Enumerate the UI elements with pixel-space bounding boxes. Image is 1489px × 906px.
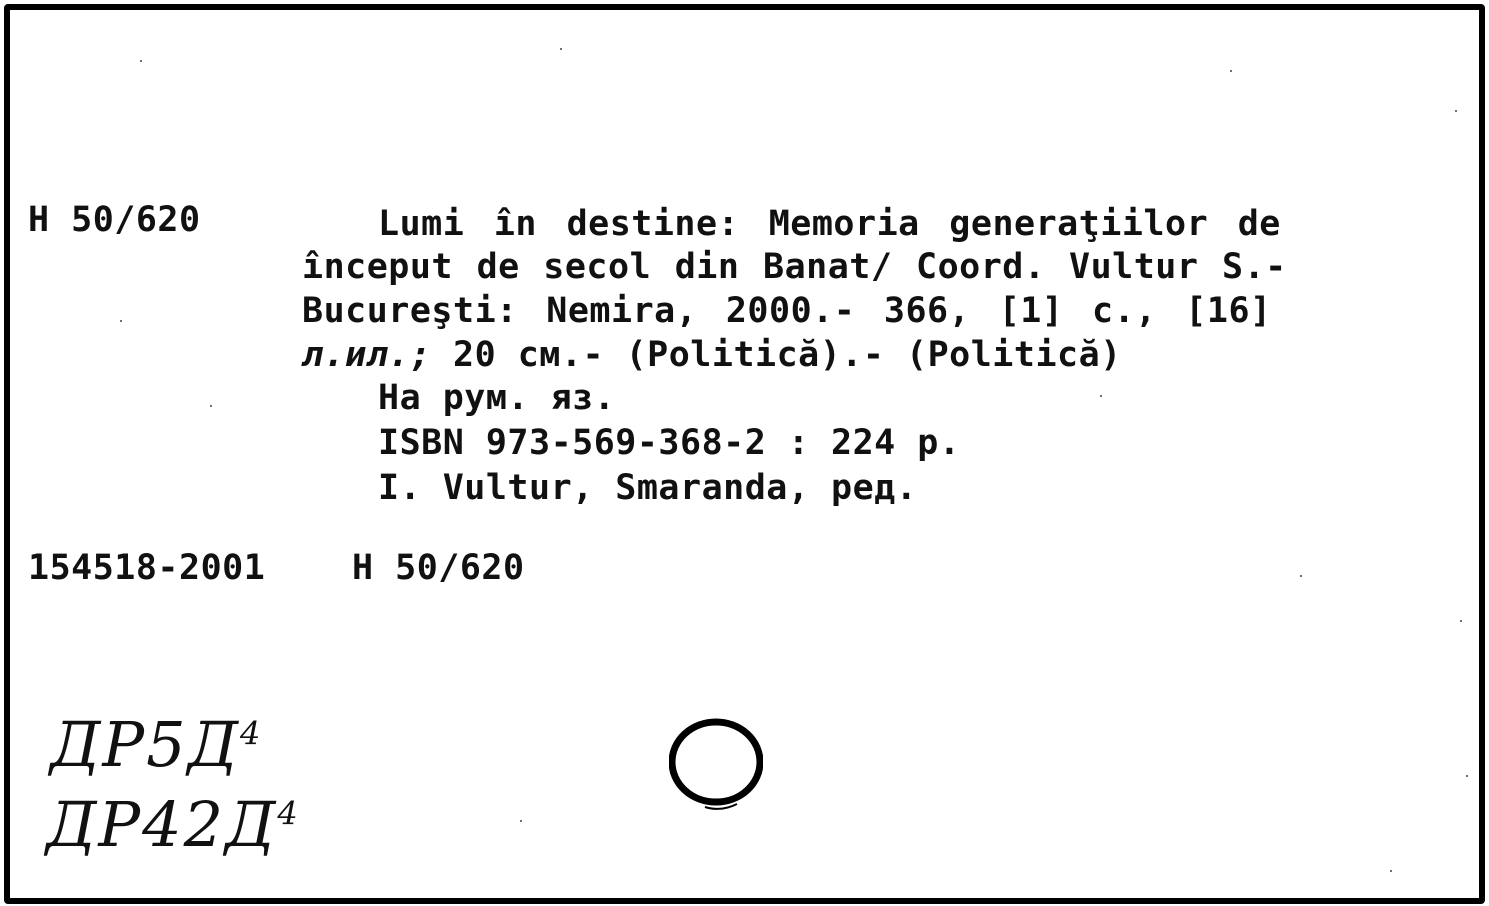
scan-speck [120,320,122,322]
scan-speck [560,48,562,50]
handwritten-code-1-sup: 4 [239,714,263,753]
call-number: H 50/620 [28,200,201,240]
scan-speck [1466,775,1468,777]
language-note: На рум. яз. [378,378,616,418]
scan-speck [1230,70,1232,72]
added-entry: I. Vultur, Smaranda, ред. [378,468,918,508]
scan-speck [1460,620,1462,622]
scan-speck [1390,870,1392,872]
title-line-1: Lumi în destine: Memoria generaţiilor de [378,204,1281,244]
scan-speck [140,60,142,62]
scan-speck [520,820,522,822]
handwritten-code-2-sup: 4 [277,794,300,833]
accession-number: 154518-2001 [28,548,266,588]
handwritten-code-2 [46,788,300,861]
imprint-line: Bucureşti: Nemira, 2000.- 366, [1] c., [16] [302,291,1272,331]
collation-series: 20 см.- (Politică).- (Politică) [431,335,1122,375]
collation-line [302,335,1122,375]
scan-speck [1100,395,1102,397]
circle-stamp-mark [669,716,763,810]
handwritten-code-2-main: ДР42Д [46,788,278,861]
scan-speck [1455,110,1457,112]
handwritten-code-1-main: ДР5Д [50,708,240,781]
collation-illustrations: л.ил.; [302,335,432,375]
title-line-2: început de secol din Banat/ Coord. Vultur S.- [302,247,1287,287]
scan-speck [1300,575,1302,577]
scan-speck [210,405,212,407]
isbn-line: ISBN 973-569-368-2 : 224 р. [378,423,961,463]
bottom-call-number: H 50/620 [352,548,525,588]
handwritten-code-1 [50,708,262,781]
